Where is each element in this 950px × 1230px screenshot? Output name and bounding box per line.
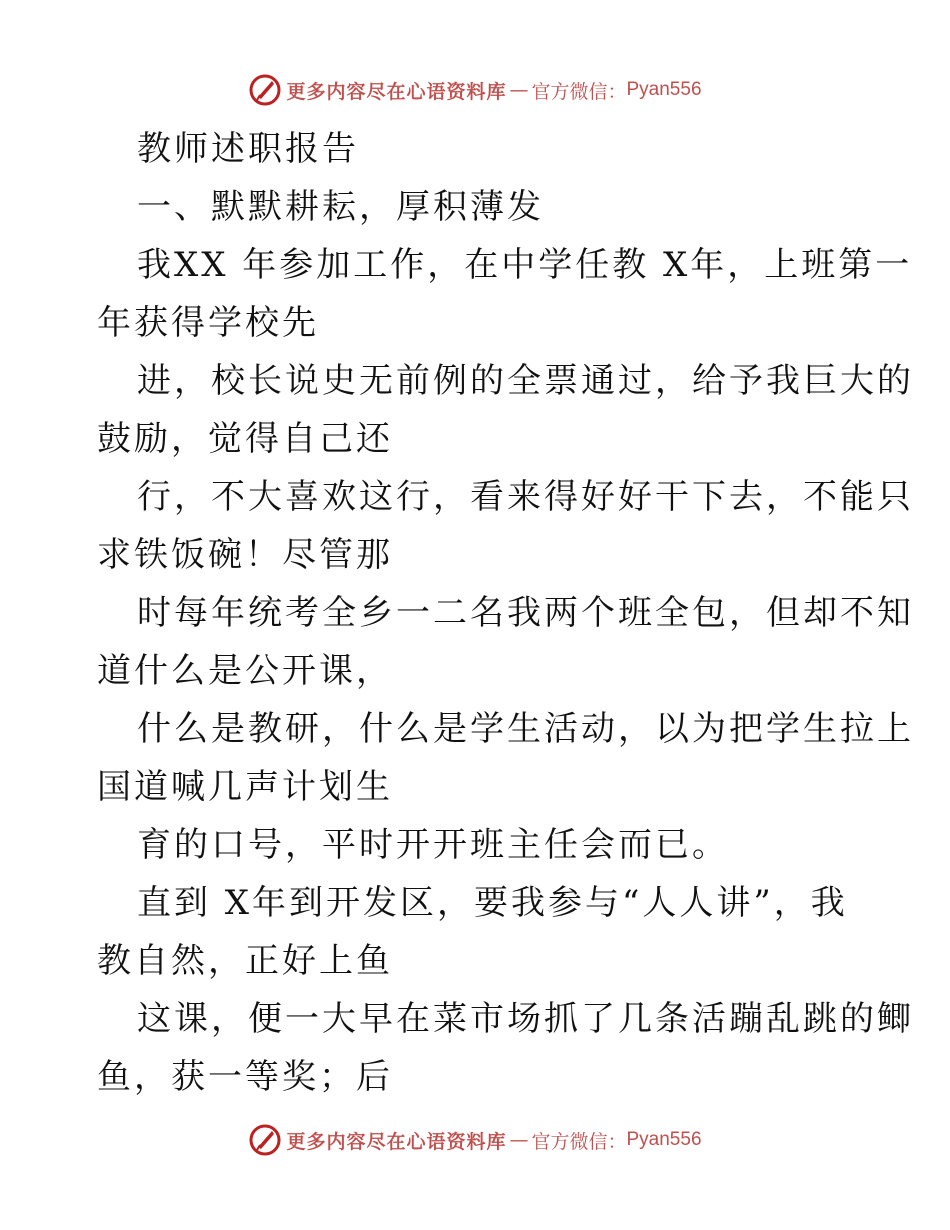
quill-logo-icon <box>248 73 282 107</box>
banner-separator: — <box>509 79 529 101</box>
paragraph-line: 什么是教研，什么是学生活动，以为把学生拉上 <box>137 709 914 749</box>
quill-logo-icon <box>248 1123 282 1157</box>
paragraph-line: 鱼，获一等奖；后 <box>97 1057 393 1097</box>
paragraph-line: 国道喊几声计划生 <box>97 767 393 807</box>
paragraph-line: 这课，便一大早在菜市场抓了几条活蹦乱跳的鲫 <box>137 999 914 1039</box>
header-banner <box>0 70 950 110</box>
paragraph-line: 进，校长说史无前例的全票通过，给予我巨大的 <box>137 361 914 401</box>
paragraph-line: 年获得学校先 <box>97 303 319 343</box>
paragraph-line: 育的口号，平时开开班主任会而已。 <box>137 825 729 865</box>
paragraph-line: 我XX 年参加工作，在中学任教 X年，上班第一 <box>137 245 913 285</box>
banner-wechat-label: 官方微信： <box>531 1130 627 1153</box>
paragraph-line: 教自然，正好上鱼 <box>97 941 393 981</box>
paragraph-line: 求铁饭碗！尽管那 <box>97 535 393 575</box>
section-heading: 一、默默耕耘，厚积薄发 <box>137 187 544 227</box>
footer-banner <box>0 1120 950 1160</box>
document-body <box>97 120 914 1106</box>
paragraph-line: 行，不大喜欢这行，看来得好好干下去，不能只 <box>137 477 914 517</box>
banner-site-text: 更多内容尽在心语资料库 <box>286 1130 507 1153</box>
banner-account: Pyan556 <box>626 79 702 100</box>
banner-separator: — <box>509 1129 529 1151</box>
paragraph-line: 直到 X年到开发区，要我参与“人人讲”，我 <box>137 883 848 923</box>
paragraph-line: 道什么是公开课， <box>97 651 393 691</box>
document-title: 教师述职报告 <box>137 129 359 169</box>
banner-wechat-label: 官方微信： <box>531 80 627 103</box>
paragraph-line: 时每年统考全乡一二名我两个班全包，但却不知 <box>137 593 914 633</box>
paragraph-line: 鼓励，觉得自己还 <box>97 419 393 459</box>
banner-account: Pyan556 <box>626 1129 702 1150</box>
banner-site-text: 更多内容尽在心语资料库 <box>286 80 507 103</box>
